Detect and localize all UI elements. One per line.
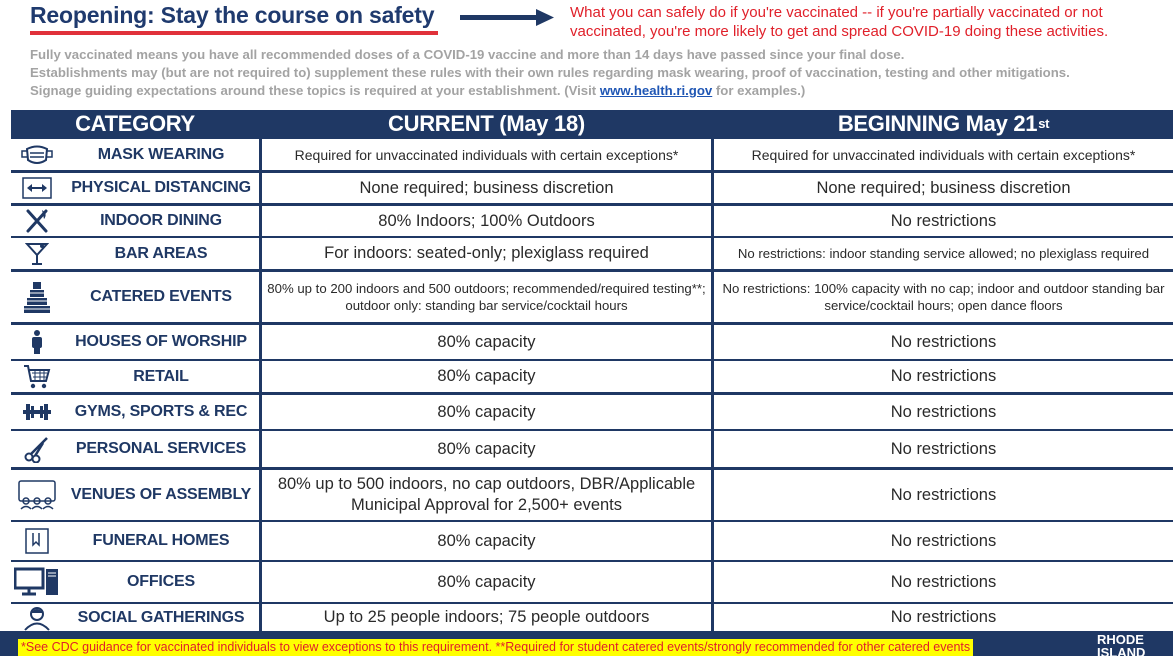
scissors-icon [11,435,63,463]
footnote: *See CDC guidance for vaccinated individuals to view exceptions to this requirement. **Required for student catered events/strongly recommended for other catered events [18,639,973,656]
person-worship-icon [11,329,63,355]
table-row [11,139,1173,170]
category-label: SOCIAL GATHERINGS [77,608,245,626]
category-cell [11,325,259,359]
beginning-cell [714,562,1173,602]
current-cell [262,522,711,560]
beginning-cell [714,522,1173,560]
table-row [11,361,1173,392]
table-row [11,562,1173,602]
right-arrow-icon [460,8,556,28]
category-cell [11,238,259,269]
mask-icon [11,143,63,167]
current-rule: For indoors: seated-only; plexiglass required [324,244,649,262]
health-ri-link[interactable]: www.health.ri.gov [599,83,713,98]
table-row [11,604,1173,631]
header-beginning: BEGINNING May 21 st [714,110,1173,138]
category-cell [11,562,259,602]
current-rule: 80% Indoors; 100% Outdoors [378,211,595,230]
category-cell [11,272,259,322]
beginning-rule: No restrictions [890,367,997,385]
shopping-cart-icon [11,364,63,390]
table-row [11,173,1173,203]
header-current: CURRENT (May 18) [262,110,711,138]
current-cell [262,361,711,392]
cocktail-glass-icon [11,241,63,267]
beginning-rule: No restrictions [890,211,997,230]
current-rule: 80% capacity [437,531,536,550]
beginning-cell [714,431,1173,467]
beginning-cell [714,604,1173,631]
category-cell [11,206,259,236]
current-rule: 80% up to 500 indoors, no cap outdoors, DBR/Applicable Municipal Approval for 2,500+ events [277,475,696,514]
beginning-cell [714,139,1173,170]
beginning-cell [714,395,1173,429]
category-label: PHYSICAL DISTANCING [71,179,251,196]
info-line: Establishments may (but are not required to) supplement these rules with their own rules regarding mask wearing, proof of vaccination, testing and other mitigations. [30,65,1070,80]
category-label: FUNERAL HOMES [92,532,230,549]
page-title: Reopening: Stay the course on safety [30,2,435,28]
category-label: PERSONAL SERVICES [75,440,247,457]
beginning-rule: No restrictions [890,402,997,421]
info-line: Signage guiding expectations around these topics is required at your establishment. (Visit www.health.ri.gov for examples.) [30,83,806,98]
category-cell [11,522,259,560]
dumbbell-icon [11,401,63,423]
title-underline [30,31,438,35]
current-cell [262,431,711,467]
table-row [11,431,1173,467]
category-cell [11,361,259,392]
info-line: Fully vaccinated means you have all recommended doses of a COVID-19 vaccine and more than 14 days have passed since your final dose. [30,47,905,62]
beginning-cell [714,470,1173,520]
category-cell [11,395,259,429]
beginning-cell [714,238,1173,269]
category-label: VENUES OF ASSEMBLY [70,486,252,503]
beginning-rule: No restrictions: 100% capacity with no cap; indoor and outdoor standing bar service/cocktail hours; open dance floors [722,281,1165,313]
beginning-rule: No restrictions: indoor standing service allowed; no plexiglass required [737,246,1150,261]
category-label: CATERED EVENTS [90,288,232,305]
current-cell [262,325,711,359]
beginning-rule: None required; business discretion [816,178,1071,197]
category-cell [11,173,259,203]
category-label: GYMS, SPORTS & REC [74,403,248,420]
group-people-icon [11,605,63,631]
category-cell [11,139,259,170]
current-cell [262,206,711,236]
category-label: RETAIL [133,367,189,385]
current-rule: Up to 25 people indoors; 75 people outdoors [323,608,650,626]
current-cell [262,562,711,602]
category-label: HOUSES OF WORSHIP [75,333,247,350]
category-cell [11,470,259,520]
beginning-cell [714,173,1173,203]
category-label: INDOOR DINING [100,212,222,229]
table-row [11,325,1173,359]
table-row [11,522,1173,560]
table-row [11,470,1173,520]
category-label: OFFICES [127,573,195,590]
category-label: MASK WEARING [97,145,225,163]
current-rule: 80% up to 200 indoors and 500 outdoors; recommended/required testing**; outdoor only: standing bar service/cocktail hours [267,281,706,313]
beginning-cell [714,272,1173,322]
book-icon [11,527,63,555]
audience-icon [11,480,63,510]
restrictions-table [11,110,1173,631]
current-rule: 80% capacity [437,572,536,591]
rhode-island-logo: RHODE ISLAND [1097,632,1146,656]
header-category: CATEGORY [11,110,259,138]
table-row [11,238,1173,269]
current-rule: 80% capacity [437,332,536,351]
vaccination-warning: What you can safely do if you're vaccinated -- if you're partially vaccinated or not vaccinated, you're more likely to get and spread COVID-19 doing these activities. [570,4,1109,40]
category-cell [11,431,259,467]
category-cell [11,604,259,631]
beginning-rule: No restrictions [890,608,997,626]
current-rule: 80% capacity [437,367,536,385]
category-label: BAR AREAS [114,244,208,262]
current-cell [262,139,711,170]
info-block [30,46,1160,100]
beginning-rule: No restrictions [890,485,997,504]
current-cell [262,238,711,269]
current-rule: 80% capacity [437,402,536,421]
beginning-rule: Required for unvaccinated individuals with certain exceptions* [751,146,1136,163]
computer-icon [11,567,63,597]
beginning-rule: No restrictions [890,572,997,591]
table-row [11,395,1173,429]
fork-knife-icon [11,208,63,234]
current-cell [262,395,711,429]
cake-icon [11,279,63,315]
current-rule: 80% capacity [437,439,536,458]
distancing-arrows-icon [11,177,63,199]
table-row [11,272,1173,322]
current-cell [262,272,711,322]
beginning-rule: No restrictions [890,332,997,351]
table-row [11,206,1173,236]
beginning-cell [714,206,1173,236]
current-rule: None required; business discretion [359,178,614,197]
beginning-rule: No restrictions [890,439,997,458]
current-rule: Required for unvaccinated individuals with certain exceptions* [294,146,679,163]
beginning-cell [714,361,1173,392]
current-cell [262,173,711,203]
beginning-rule: No restrictions [890,531,997,550]
current-cell [262,604,711,631]
beginning-cell [714,325,1173,359]
current-cell [262,470,711,520]
